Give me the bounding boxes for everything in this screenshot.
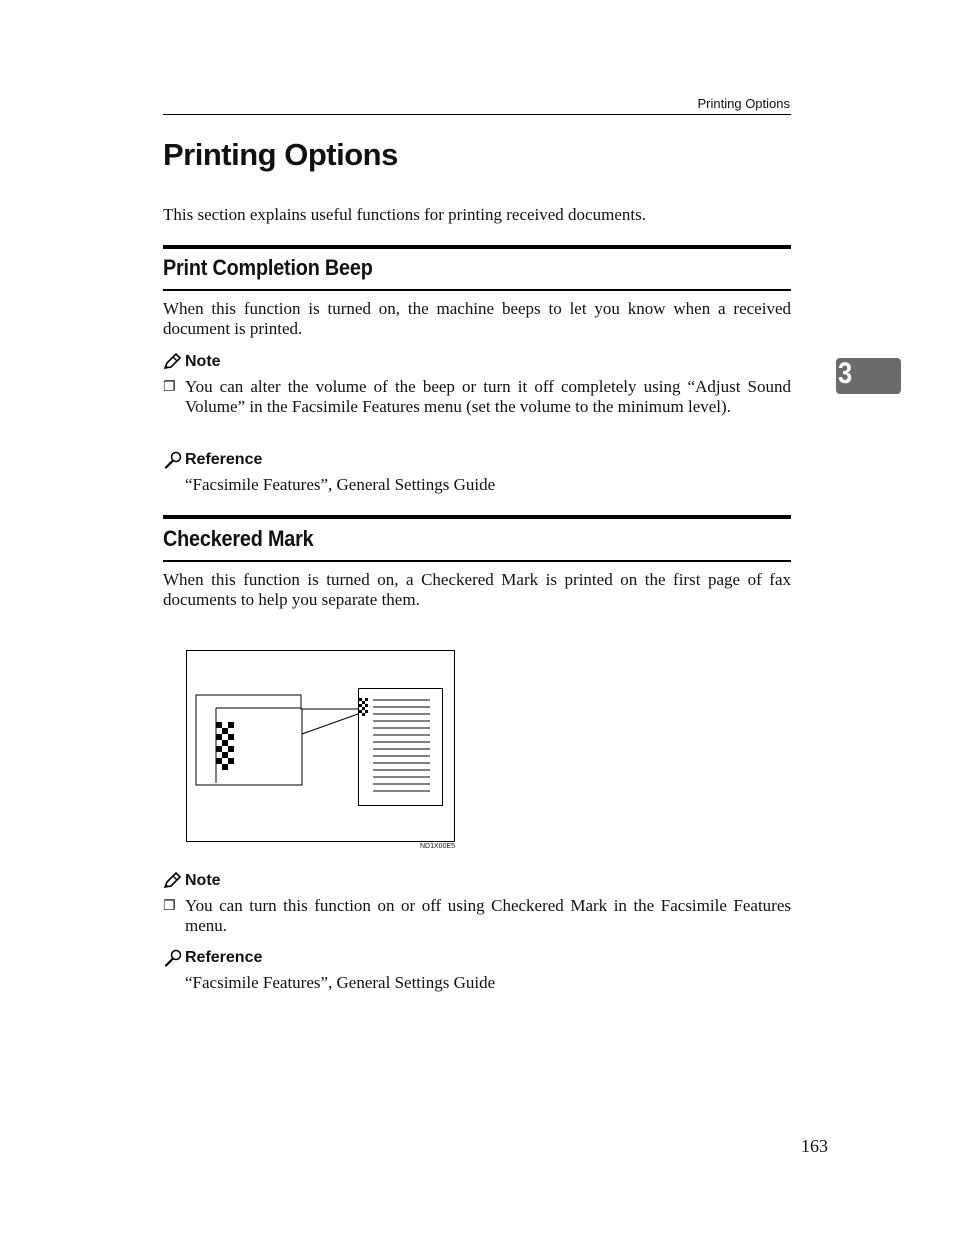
running-head: Printing Options — [697, 96, 790, 111]
magnifier-icon — [163, 451, 183, 469]
section-body: When this function is turned on, a Checkered Mark is printed on the first page of fax documents to help you separate them. — [163, 570, 791, 609]
section-rule-top — [163, 515, 791, 519]
page-title: Printing Options — [163, 137, 398, 172]
reference-text: “Facsimile Features”, General Settings Guide — [185, 475, 496, 494]
checkbox-bullet-icon: ❐ — [163, 898, 176, 914]
header-rule — [163, 114, 791, 115]
note-item: ❐ You can alter the volume of the beep or turn it off completely using “Adjust Sound Volume” in the Facsimile Features menu (set the volume to the minimum level). — [163, 377, 791, 416]
section-rule-bottom — [163, 289, 791, 291]
checkered-mark-illustration — [186, 650, 456, 850]
section-rule-top — [163, 245, 791, 249]
pencil-icon — [163, 353, 183, 371]
chapter-tab-number: 3 — [838, 357, 853, 390]
note-label: Note — [163, 872, 221, 890]
section-rule-bottom — [163, 560, 791, 562]
section-body: When this function is turned on, the machine beeps to let you know when a received document is printed. — [163, 299, 791, 338]
note-label: Note — [163, 353, 221, 371]
section-heading-checkered-mark: Checkered Mark — [163, 526, 314, 551]
figure-code: ND1X00E5 — [420, 843, 456, 850]
reference-text: “Facsimile Features”, General Settings Guide — [185, 973, 496, 992]
intro-paragraph: This section explains useful functions for printing received documents. — [163, 205, 646, 224]
pencil-icon — [163, 872, 183, 890]
reference-label: Reference — [163, 949, 262, 967]
checkbox-bullet-icon: ❐ — [163, 379, 176, 395]
reference-label: Reference — [163, 451, 262, 469]
page-number: 163 — [801, 1136, 828, 1156]
magnifier-icon — [163, 949, 183, 967]
section-heading-print-completion-beep: Print Completion Beep — [163, 255, 373, 280]
note-item: ❐ You can turn this function on or off using Checkered Mark in the Facsimile Features menu. — [163, 896, 791, 935]
